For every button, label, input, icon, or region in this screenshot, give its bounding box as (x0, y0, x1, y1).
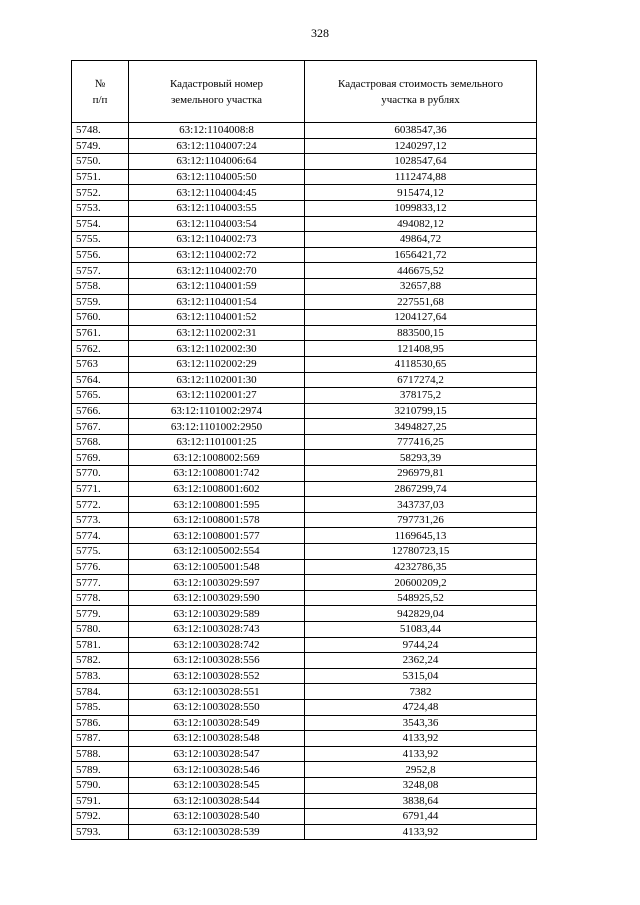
table-row (72, 419, 537, 435)
table-header-row (72, 61, 537, 123)
row-index-cell: 5789. (72, 762, 129, 778)
row-index-cell: 5770. (72, 466, 129, 482)
cadastral-value-cell: 2362,24 (305, 653, 537, 669)
table-row (72, 154, 537, 170)
table-row (72, 310, 537, 326)
cadastral-value-cell: 4232786,35 (305, 559, 537, 575)
table-row (72, 699, 537, 715)
table-row (72, 590, 537, 606)
cadastral-number-cell: 63:12:1003028:549 (129, 715, 305, 731)
cadastral-number-cell: 63:12:1003028:540 (129, 809, 305, 825)
table-row (72, 232, 537, 248)
row-index-cell: 5778. (72, 590, 129, 606)
cadastral-number-cell: 63:12:1003028:742 (129, 637, 305, 653)
cadastral-value-cell: 49864,72 (305, 232, 537, 248)
cadastral-number-cell: 63:12:1102001:27 (129, 388, 305, 404)
table-row (72, 544, 537, 560)
row-index-cell: 5788. (72, 746, 129, 762)
row-index-cell: 5790. (72, 777, 129, 793)
cadastral-number-cell: 63:12:1003028:556 (129, 653, 305, 669)
table-row (72, 341, 537, 357)
table-row (72, 434, 537, 450)
table-row (72, 575, 537, 591)
cadastral-number-cell: 63:12:1104002:70 (129, 263, 305, 279)
cadastral-number-cell: 63:12:1104001:59 (129, 278, 305, 294)
cadastral-number-cell: 63:12:1104004:45 (129, 185, 305, 201)
cadastral-number-cell: 63:12:1102001:30 (129, 372, 305, 388)
row-index-cell: 5766. (72, 403, 129, 419)
cadastral-number-cell: 63:12:1008001:742 (129, 466, 305, 482)
cadastral-number-cell: 63:12:1104007:24 (129, 138, 305, 154)
row-index-cell: 5754. (72, 216, 129, 232)
cadastral-number-cell: 63:12:1003029:597 (129, 575, 305, 591)
cadastral-number-cell: 63:12:1101002:2974 (129, 403, 305, 419)
cadastral-value-cell: 548925,52 (305, 590, 537, 606)
table-row (72, 777, 537, 793)
table-row (72, 247, 537, 263)
cadastral-value-cell: 777416,25 (305, 434, 537, 450)
cadastral-value-cell: 20600209,2 (305, 575, 537, 591)
cadastral-value-cell: 5315,04 (305, 668, 537, 684)
cadastral-number-cell: 63:12:1102002:30 (129, 341, 305, 357)
row-index-cell: 5755. (72, 232, 129, 248)
cadastral-value-cell: 797731,26 (305, 512, 537, 528)
cadastral-value-cell: 1240297,12 (305, 138, 537, 154)
row-index-cell: 5786. (72, 715, 129, 731)
cadastral-value-cell: 12780723,15 (305, 544, 537, 560)
cadastral-value-cell: 296979,81 (305, 466, 537, 482)
row-index-cell: 5748. (72, 123, 129, 139)
cadastral-number-cell: 63:12:1101001:25 (129, 434, 305, 450)
cadastral-value-cell: 3210799,15 (305, 403, 537, 419)
header-index (72, 61, 129, 123)
cadastral-value-cell: 1204127,64 (305, 310, 537, 326)
cadastral-number-cell: 63:12:1008002:569 (129, 450, 305, 466)
cadastral-value-cell: 6791,44 (305, 809, 537, 825)
table-row (72, 731, 537, 747)
row-index-cell: 5760. (72, 310, 129, 326)
cadastral-value-cell: 915474,12 (305, 185, 537, 201)
cadastral-number-cell: 63:12:1104002:72 (129, 247, 305, 263)
table-row (72, 450, 537, 466)
table-row (72, 653, 537, 669)
row-index-cell: 5756. (72, 247, 129, 263)
table-row (72, 200, 537, 216)
cadastral-number-cell: 63:12:1104003:54 (129, 216, 305, 232)
cadastral-number-cell: 63:12:1003029:590 (129, 590, 305, 606)
cadastral-value-cell: 9744,24 (305, 637, 537, 653)
cadastral-number-cell: 63:12:1008001:602 (129, 481, 305, 497)
cadastral-value-cell: 2867299,74 (305, 481, 537, 497)
cadastral-value-cell: 1099833,12 (305, 200, 537, 216)
cadastral-value-cell: 4724,48 (305, 699, 537, 715)
cadastral-number-cell: 63:12:1104005:50 (129, 169, 305, 185)
page-number: 328 (311, 26, 329, 40)
table-row (72, 559, 537, 575)
cadastral-number-cell: 63:12:1102002:29 (129, 356, 305, 372)
row-index-cell: 5784. (72, 684, 129, 700)
table-row (72, 216, 537, 232)
cadastral-number-cell: 63:12:1003028:545 (129, 777, 305, 793)
row-index-cell: 5751. (72, 169, 129, 185)
table-row (72, 403, 537, 419)
cadastral-value-cell: 7382 (305, 684, 537, 700)
cadastral-value-cell: 1112474,88 (305, 169, 537, 185)
cadastral-value-cell: 227551,68 (305, 294, 537, 310)
cadastral-number-cell: 63:12:1003028:551 (129, 684, 305, 700)
row-index-cell: 5793. (72, 824, 129, 840)
cadastral-number-cell: 63:12:1101002:2950 (129, 419, 305, 435)
cadastral-number-cell: 63:12:1104003:55 (129, 200, 305, 216)
table-row (72, 497, 537, 513)
row-index-cell: 5775. (72, 544, 129, 560)
cadastral-value-cell: 1169645,13 (305, 528, 537, 544)
cadastral-value-cell: 3838,64 (305, 793, 537, 809)
cadastral-value-cell: 4133,92 (305, 746, 537, 762)
row-index-cell: 5783. (72, 668, 129, 684)
table-row (72, 372, 537, 388)
table-row (72, 481, 537, 497)
table-row (72, 263, 537, 279)
cadastral-value-cell: 4133,92 (305, 824, 537, 840)
cadastral-value-cell: 3494827,25 (305, 419, 537, 435)
table-body (72, 123, 537, 840)
header-cadastral-value (305, 61, 537, 123)
cadastral-value-cell: 32657,88 (305, 278, 537, 294)
cadastral-number-cell: 63:12:1008001:578 (129, 512, 305, 528)
row-index-cell: 5764. (72, 372, 129, 388)
header-index-line1: № (94, 77, 106, 90)
table-row (72, 793, 537, 809)
header-cadastral-line1: Кадастровый номер (169, 77, 264, 90)
row-index-cell: 5761. (72, 325, 129, 341)
row-index-cell: 5792. (72, 809, 129, 825)
cadastral-number-cell: 63:12:1104006:64 (129, 154, 305, 170)
row-index-cell: 5750. (72, 154, 129, 170)
cadastral-value-cell: 4133,92 (305, 731, 537, 747)
table-row (72, 325, 537, 341)
cadastral-value-cell: 378175,2 (305, 388, 537, 404)
cadastral-value-cell: 121408,95 (305, 341, 537, 357)
cadastral-number-cell: 63:12:1003028:548 (129, 731, 305, 747)
cadastral-number-cell: 63:12:1003028:539 (129, 824, 305, 840)
row-index-cell: 5757. (72, 263, 129, 279)
cadastral-value-cell: 1656421,72 (305, 247, 537, 263)
cadastral-number-cell: 63:12:1003028:546 (129, 762, 305, 778)
row-index-cell: 5791. (72, 793, 129, 809)
row-index-cell: 5767. (72, 419, 129, 435)
cadastral-value-cell: 942829,04 (305, 606, 537, 622)
cadastral-value-cell: 3248,08 (305, 777, 537, 793)
cadastral-number-cell: 63:12:1003028:743 (129, 622, 305, 638)
cadastral-value-cell: 3543,36 (305, 715, 537, 731)
cadastral-number-cell: 63:12:1104002:73 (129, 232, 305, 248)
row-index-cell: 5759. (72, 294, 129, 310)
cadastral-value-cell: 2952,8 (305, 762, 537, 778)
row-index-cell: 5779. (72, 606, 129, 622)
row-index-cell: 5758. (72, 278, 129, 294)
cadastral-number-cell: 63:12:1008001:595 (129, 497, 305, 513)
row-index-cell: 5753. (72, 200, 129, 216)
table-row (72, 824, 537, 840)
row-index-cell: 5781. (72, 637, 129, 653)
cadastral-number-cell: 63:12:1104001:54 (129, 294, 305, 310)
row-index-cell: 5749. (72, 138, 129, 154)
header-index-line2: п/п (92, 93, 108, 106)
cadastral-number-cell: 63:12:1003028:550 (129, 699, 305, 715)
header-value-line1: Кадастровая стоимость земельного (338, 77, 503, 90)
header-value-line2: участка в рублях (381, 93, 460, 106)
cadastral-value-cell: 51083,44 (305, 622, 537, 638)
cadastral-number-cell: 63:12:1104008:8 (129, 123, 305, 139)
cadastral-value-cell: 446675,52 (305, 263, 537, 279)
table-row (72, 185, 537, 201)
cadastral-value-cell: 6717274,2 (305, 372, 537, 388)
row-index-cell: 5768. (72, 434, 129, 450)
row-index-cell: 5774. (72, 528, 129, 544)
table-row (72, 466, 537, 482)
row-index-cell: 5762. (72, 341, 129, 357)
cadastral-value-cell: 1028547,64 (305, 154, 537, 170)
table-row (72, 684, 537, 700)
table-row (72, 356, 537, 372)
row-index-cell: 5773. (72, 512, 129, 528)
cadastral-number-cell: 63:12:1008001:577 (129, 528, 305, 544)
row-index-cell: 5771. (72, 481, 129, 497)
cadastral-number-cell: 63:12:1003028:552 (129, 668, 305, 684)
row-index-cell: 5787. (72, 731, 129, 747)
cadastral-value-cell: 494082,12 (305, 216, 537, 232)
row-index-cell: 5780. (72, 622, 129, 638)
table-row (72, 294, 537, 310)
cadastral-number-cell: 63:12:1102002:31 (129, 325, 305, 341)
cadastral-value-table (71, 60, 537, 840)
cadastral-number-cell: 63:12:1005001:548 (129, 559, 305, 575)
table-row (72, 637, 537, 653)
row-index-cell: 5763 (72, 356, 129, 372)
table-row (72, 123, 537, 139)
row-index-cell: 5772. (72, 497, 129, 513)
table-row (72, 528, 537, 544)
row-index-cell: 5776. (72, 559, 129, 575)
table-row (72, 388, 537, 404)
cadastral-number-cell: 63:12:1003029:589 (129, 606, 305, 622)
row-index-cell: 5769. (72, 450, 129, 466)
cadastral-value-cell: 883500,15 (305, 325, 537, 341)
cadastral-number-cell: 63:12:1005002:554 (129, 544, 305, 560)
cadastral-value-cell: 58293,39 (305, 450, 537, 466)
row-index-cell: 5752. (72, 185, 129, 201)
table-row (72, 512, 537, 528)
row-index-cell: 5782. (72, 653, 129, 669)
row-index-cell: 5785. (72, 699, 129, 715)
table-row (72, 138, 537, 154)
cadastral-number-cell: 63:12:1003028:547 (129, 746, 305, 762)
cadastral-value-cell: 4118530,65 (305, 356, 537, 372)
cadastral-value-cell: 343737,03 (305, 497, 537, 513)
cadastral-number-cell: 63:12:1003028:544 (129, 793, 305, 809)
cadastral-value-cell: 6038547,36 (305, 123, 537, 139)
table-row (72, 668, 537, 684)
row-index-cell: 5777. (72, 575, 129, 591)
header-cadastral-line2: земельного участка (170, 93, 263, 106)
table-row (72, 278, 537, 294)
table-row (72, 606, 537, 622)
table-row (72, 809, 537, 825)
cadastral-number-cell: 63:12:1104001:52 (129, 310, 305, 326)
table-row (72, 622, 537, 638)
row-index-cell: 5765. (72, 388, 129, 404)
header-cadastral-number (129, 61, 305, 123)
table-row (72, 715, 537, 731)
table-row (72, 169, 537, 185)
table-row (72, 746, 537, 762)
table-row (72, 762, 537, 778)
